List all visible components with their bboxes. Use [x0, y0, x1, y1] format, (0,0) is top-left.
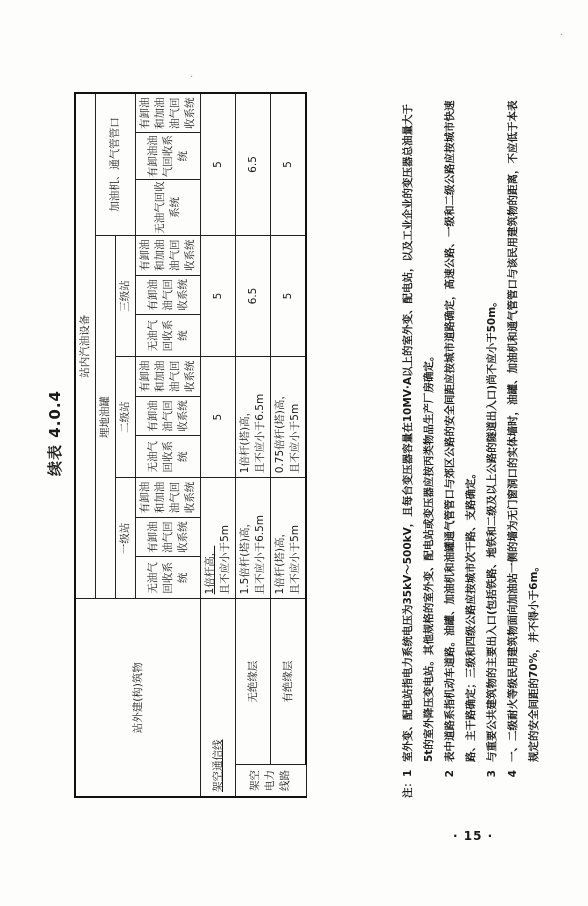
note-text: 一、二级耐火等级民用建筑物面向加油站一侧的墙为无门窗洞口的实体墙时，油罐、加油机和通气管管口与该民用建筑物的距离，不应低于本表规定的安全间距的70%，并不得小于6m。 — [507, 100, 540, 762]
header-level-1: 一级站 — [116, 478, 136, 599]
table-row — [236, 93, 271, 797]
subheader-cell: 无油气回收系统 — [136, 436, 201, 478]
table-row — [271, 93, 307, 797]
header-tank: 埋地油罐 — [96, 235, 116, 598]
subheader-cell: 有卸油和加油油气回收系统 — [136, 478, 201, 518]
row-label-insulated: 有绝缘层 — [271, 599, 307, 764]
header-dispenser: 加油机、通气管管口 — [96, 93, 136, 235]
cell-insulated-level-2: 0.75倍杆(塔)高， 且不应小于5m — [271, 357, 307, 478]
note-item — [440, 98, 482, 798]
note-text: 与重要公共建筑物的主要出入口(包括铁路、地铁和二级及以上公路的隧道出入口)尚不应小于50m。 — [486, 296, 498, 762]
subheader-cell: 无油气回收系统 — [136, 557, 201, 599]
note-item — [503, 98, 545, 798]
row-label-bare: 无绝缘层 — [236, 599, 271, 764]
note-number: 4 — [507, 770, 519, 778]
subheader-cell: 有卸油和加油油气回收系统 — [136, 93, 201, 133]
subheader-cell: 无油气回收系统 — [136, 180, 201, 236]
rotated-content — [38, 68, 558, 798]
header-facility: 站外建(构)筑物 — [75, 599, 201, 797]
subheader-cell: 有卸油油气回收系统 — [136, 275, 201, 315]
cell-bare-level-1: 1.5倍杆(塔)高， 且不应小于6.5m — [236, 478, 271, 599]
note-item — [398, 98, 440, 798]
scan-mark: · — [560, 30, 564, 41]
table-header-row — [75, 93, 96, 797]
header-level-3: 三级站 — [116, 235, 136, 356]
table-title: 续表 4.0.4 — [46, 390, 64, 476]
note-number: 3 — [486, 770, 498, 778]
note-text: 表中道路系指机动车道路。油罐、加油机和油罐通气管管口与郊区公路的安全间距应按城市道路确定，高速公路、一级和二级公路应按城市快速路、主干路确定；三级和四级公路应按城市次干路、支路确定。 — [444, 100, 477, 762]
notes-section — [398, 98, 545, 798]
subheader-cell: 无油气回收系统 — [136, 315, 201, 357]
note-number: 注：1 — [402, 769, 414, 798]
cell-insulated-level-3: 5 — [271, 235, 307, 356]
table-row — [201, 93, 236, 797]
header-level-2: 二级站 — [116, 357, 136, 478]
scan-mark: · — [190, 72, 194, 83]
page-number: · 15 · — [453, 829, 494, 843]
cell-comm-dispenser: 5 — [201, 93, 236, 235]
subheader-cell: 有卸油油气回收系统 — [136, 133, 201, 180]
cell-insulated-dispenser: 5 — [271, 93, 307, 235]
note-number: 2 — [444, 770, 456, 778]
cell-insulated-level-1: 1倍杆(塔)高， 且不应小于5m — [271, 478, 307, 599]
note-item — [482, 98, 503, 798]
cell-comm-level-1: 1倍杆高， 且不应小于5m — [201, 478, 236, 599]
cell-comm-level-2: 5 — [201, 357, 236, 478]
cell-comm-level-3: 5 — [201, 235, 236, 356]
cell-bare-level-2: 1倍杆(塔)高， 且不应小于6.5m — [236, 357, 271, 478]
subheader-cell: 有卸油和加油油气回收系统 — [136, 357, 201, 397]
cell-bare-level-3: 6.5 — [236, 235, 271, 356]
cell-bare-dispenser: 6.5 — [236, 93, 271, 235]
header-equipment: 站内汽油设备 — [75, 93, 96, 599]
subheader-cell: 有卸油油气回收系统 — [136, 396, 201, 436]
row-label-overhead-comm: 架空通信线 — [201, 599, 236, 797]
distance-table — [74, 92, 307, 798]
note-text: 室外变、配电站指电力系统电压为35kV～500kV，且每台变压器容量在10MV·A以上的室外变、配电站，以及工业企业的变压器总油量大于5t的室外降压变电站。其他规格的室外变、配电站或变压器应按丙类物品生产厂房确定。 — [402, 103, 435, 762]
row-label-power-line: 架空电力线路 — [236, 764, 307, 797]
subheader-cell: 有卸油油气回收系统 — [136, 517, 201, 557]
subheader-cell: 有卸油和加油油气回收系统 — [136, 235, 201, 275]
